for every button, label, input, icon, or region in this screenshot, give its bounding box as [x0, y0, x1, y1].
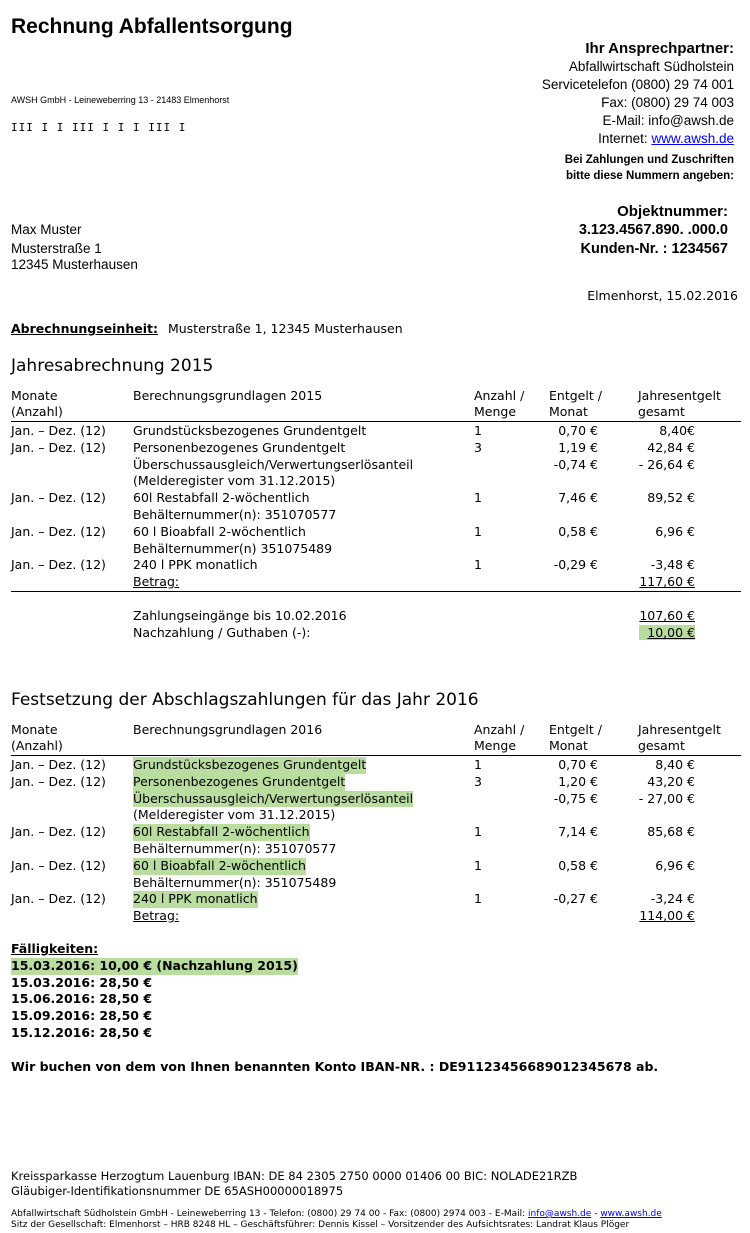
header-basis: Berechnungsgrundlagen 2016	[133, 722, 323, 737]
annual-sum-label: Betrag:	[133, 574, 180, 590]
row-monthly-fee: 7,14 €	[558, 824, 598, 840]
row-description: 60l Restabfall 2-wöchentlich	[133, 824, 310, 840]
row-description: Personenbezogenes Grundentgelt	[133, 773, 346, 789]
footer-web-link[interactable]: www.awsh.de	[600, 1209, 662, 1219]
header-qty: Anzahl /	[474, 722, 525, 737]
website-link[interactable]: www.awsh.de	[651, 131, 734, 146]
advance-sum-label-wrap	[133, 908, 179, 925]
row-annual-total: 8,40€	[659, 423, 695, 438]
row-annual-total: 85,68 €	[647, 824, 695, 840]
header-months-count: (Anzahl)	[11, 738, 63, 753]
row-annual-total: 43,20 €	[647, 773, 695, 789]
object-number-label: Objektnummer:	[617, 203, 728, 220]
header-months: Monate	[11, 722, 58, 737]
row-monthly-fee: 1,20 €	[558, 773, 598, 789]
due-item: 15.06.2016: 28,50 €	[11, 991, 153, 1007]
balance-value: 10,00 €	[639, 625, 695, 640]
balance-value-wrap	[639, 625, 695, 642]
due-item: 15.09.2016: 28,50 €	[11, 1008, 153, 1024]
annual-sum-value-wrap	[639, 574, 695, 591]
header-total: Jahresentgelt	[638, 722, 721, 737]
header-qty: Anzahl /	[474, 388, 525, 403]
billing-unit-label: Abrechnungseinheit:	[11, 321, 158, 336]
header-rule	[11, 421, 741, 422]
bank-line: Kreissparkasse Herzogtum Lauenburg IBAN: DE 84 2305 2750 0000 01406 00 BIC: NOLADE21RZB	[11, 1169, 578, 1183]
row-monthly-fee: -0,27 €	[553, 891, 598, 907]
header-qty-unit: Menge	[474, 404, 517, 419]
contact-internet	[542, 130, 734, 148]
row-period: Jan. – Dez. (12)	[11, 490, 106, 506]
recipient-name: Max Muster	[11, 222, 82, 237]
row-period: Jan. – Dez. (12)	[11, 891, 106, 907]
row-period: Jan. – Dez. (12)	[11, 757, 106, 772]
due-list	[11, 958, 298, 1042]
header-total-unit: gesamt	[638, 738, 685, 753]
row-description: Überschussausgleich/Verwertungserlösanteil	[133, 790, 414, 806]
row-monthly-fee: -0,75 €	[553, 790, 598, 806]
row-quantity: 1	[474, 490, 482, 506]
footer-separator: -	[594, 1209, 598, 1219]
row-description: (Melderegister vom 31.12.2015)	[133, 807, 336, 823]
header-total-unit: gesamt	[638, 404, 685, 419]
row-monthly-fee: 1,19 €	[558, 439, 598, 455]
row-monthly-fee: 0,70 €	[558, 423, 598, 438]
header-total: Jahresentgelt	[638, 388, 721, 403]
row-quantity: 1	[474, 423, 482, 438]
row-quantity: 1	[474, 557, 482, 573]
recipient-city: 12345 Musterhausen	[11, 257, 138, 272]
advance-sum-value-wrap	[639, 908, 695, 925]
header-rule	[11, 755, 741, 756]
header-fee-unit: Monat	[549, 404, 588, 419]
recipient-address	[11, 222, 138, 273]
row-description: Behälternummer(n): 351075489	[133, 874, 337, 890]
company-line	[11, 1209, 662, 1220]
sender-line: AWSH GmbH - Leineweberring 13 - 21483 Elmenhorst	[11, 95, 230, 105]
row-description: Überschussausgleich/Verwertungserlösanteil	[133, 456, 414, 472]
annual-sum-rule	[11, 591, 741, 592]
balance-label: Nachzahlung / Guthaben (-):	[133, 625, 311, 640]
reference-hint-line1: Bei Zahlungen und Zuschriften	[564, 154, 734, 166]
header-months-count: (Anzahl)	[11, 404, 63, 419]
header-fee: Entgelt /	[549, 388, 602, 403]
row-description: (Melderegister vom 31.12.2015)	[133, 473, 336, 489]
row-description: Grundstücksbezogenes Grundentgelt	[133, 423, 367, 438]
advance-sum-label: Betrag:	[133, 908, 180, 924]
advance-title: Festsetzung der Abschlagszahlungen für das Jahr 2016	[11, 690, 479, 710]
row-annual-total: 6,96 €	[655, 857, 695, 873]
row-quantity: 3	[474, 773, 482, 789]
billing-unit	[11, 321, 403, 336]
header-fee: Entgelt /	[549, 722, 602, 737]
annual-sum-value: 117,60 €	[639, 574, 695, 590]
due-dates	[11, 941, 298, 1042]
row-description: 60 l Bioabfall 2-wöchentlich	[133, 857, 306, 873]
row-quantity: 1	[474, 857, 482, 873]
row-annual-total: - 27,00 €	[638, 790, 695, 806]
billing-unit-value: Musterstraße 1, 12345 Musterhausen	[167, 321, 403, 336]
contact-block	[542, 40, 734, 148]
row-period: Jan. – Dez. (12)	[11, 857, 106, 873]
contact-phone: Servicetelefon (0800) 29 74 001	[541, 77, 734, 92]
header-qty-unit: Menge	[474, 738, 517, 753]
row-description: 240 l PPK monatlich	[133, 557, 258, 573]
contact-heading: Ihr Ansprechpartner:	[585, 40, 734, 57]
advance-sum-value: 114,00 €	[639, 908, 695, 924]
row-description: 240 l PPK monatlich	[133, 891, 258, 907]
reference-numbers	[579, 202, 728, 259]
annual-title: Jahresabrechnung 2015	[11, 356, 214, 376]
row-monthly-fee: 0,58 €	[558, 523, 598, 539]
row-period: Jan. – Dez. (12)	[11, 523, 106, 539]
row-monthly-fee: 0,70 €	[558, 757, 598, 772]
payments-value: 107,60 €	[639, 608, 695, 624]
annual-sum-label-wrap	[133, 574, 179, 591]
payments-value-wrap	[639, 608, 695, 625]
row-annual-total: 42,84 €	[647, 439, 695, 455]
row-description: Behälternummer(n) 351075489	[133, 540, 333, 556]
header-basis: Berechnungsgrundlagen 2015	[133, 388, 323, 403]
row-period: Jan. – Dez. (12)	[11, 824, 106, 840]
due-item: 15.12.2016: 28,50 €	[11, 1024, 153, 1040]
customer-number: Kunden-Nr. : 1234567	[580, 241, 728, 257]
row-period: Jan. – Dez. (12)	[11, 557, 106, 573]
row-annual-total: 6,96 €	[655, 523, 695, 539]
row-quantity: 1	[474, 824, 482, 840]
row-monthly-fee: 7,46 €	[558, 490, 598, 506]
row-period: Jan. – Dez. (12)	[11, 439, 106, 455]
row-annual-total: - 26,64 €	[638, 456, 695, 472]
row-description: 60 l Bioabfall 2-wöchentlich	[133, 523, 306, 539]
object-number: 3.123.4567.890. .000.0	[578, 222, 728, 238]
barcode: III I I III I I I III I	[11, 121, 187, 134]
footer-bank	[11, 1169, 577, 1199]
due-item: 15.03.2016: 10,00 € (Nachzahlung 2015)	[11, 957, 298, 973]
row-description: 60l Restabfall 2-wöchentlich	[133, 490, 310, 506]
internet-label: Internet:	[598, 131, 648, 146]
reference-hint-line2: bitte diese Nummern angeben:	[565, 170, 734, 182]
row-monthly-fee: -0,74 €	[553, 456, 598, 472]
contact-email: E-Mail: info@awsh.de	[602, 113, 734, 128]
footer-company	[11, 1209, 662, 1231]
contact-fax: Fax: (0800) 29 74 003	[601, 95, 734, 110]
contact-org: Abfallwirtschaft Südholstein	[568, 59, 734, 74]
footer-email-link[interactable]: info@awsh.de	[528, 1209, 592, 1219]
page-title: Rechnung Abfallentsorgung	[11, 15, 293, 38]
header-fee-unit: Monat	[549, 738, 588, 753]
row-quantity: 3	[474, 439, 482, 455]
row-annual-total: -3,24 €	[650, 891, 695, 907]
company-text: Abfallwirtschaft Südholstein GmbH - Leineweberring 13 - Telefon: (0800) 29 74 00 - Fax: (0800) 2974 003 - E-Mail:	[11, 1209, 526, 1219]
seat-line: Sitz der Gesellschaft: Elmenhorst – HRB 8248 HL – Geschäftsführer: Dennis Kissel – Vorsitzender des Aufsichtsrates: Landrat Klaus Plöger	[11, 1220, 630, 1230]
row-quantity: 1	[474, 891, 482, 907]
row-quantity: 1	[474, 757, 482, 772]
row-quantity: 1	[474, 523, 482, 539]
due-label: Fälligkeiten:	[11, 941, 99, 956]
row-monthly-fee: 0,58 €	[558, 857, 598, 873]
recipient-street: Musterstraße 1	[11, 241, 102, 256]
due-item: 15.03.2016: 28,50 €	[11, 974, 153, 990]
row-period: Jan. – Dez. (12)	[11, 423, 106, 438]
row-monthly-fee: -0,29 €	[553, 557, 598, 573]
creditor-line: Gläubiger-Identifikationsnummer DE 65ASH00000018975	[11, 1184, 344, 1198]
row-description: Behälternummer(n): 351070577	[133, 841, 337, 856]
row-annual-total: 8,40 €	[655, 757, 695, 772]
row-annual-total: 89,52 €	[647, 490, 695, 506]
row-description: Behälternummer(n): 351070577	[133, 507, 337, 522]
row-description: Grundstücksbezogenes Grundentgelt	[133, 757, 367, 772]
header-months: Monate	[11, 388, 58, 403]
row-description: Personenbezogenes Grundentgelt	[133, 439, 346, 455]
row-annual-total: -3,48 €	[650, 557, 695, 573]
payments-label: Zahlungseingänge bis 10.02.2016	[133, 608, 347, 624]
debit-note: Wir buchen von dem von Ihnen benannten Konto IBAN-NR. : DE91123456689012345678 ab.	[11, 1059, 659, 1074]
place-date: Elmenhorst, 15.02.2016	[587, 288, 738, 303]
row-period: Jan. – Dez. (12)	[11, 773, 106, 789]
reference-hint	[565, 152, 734, 184]
